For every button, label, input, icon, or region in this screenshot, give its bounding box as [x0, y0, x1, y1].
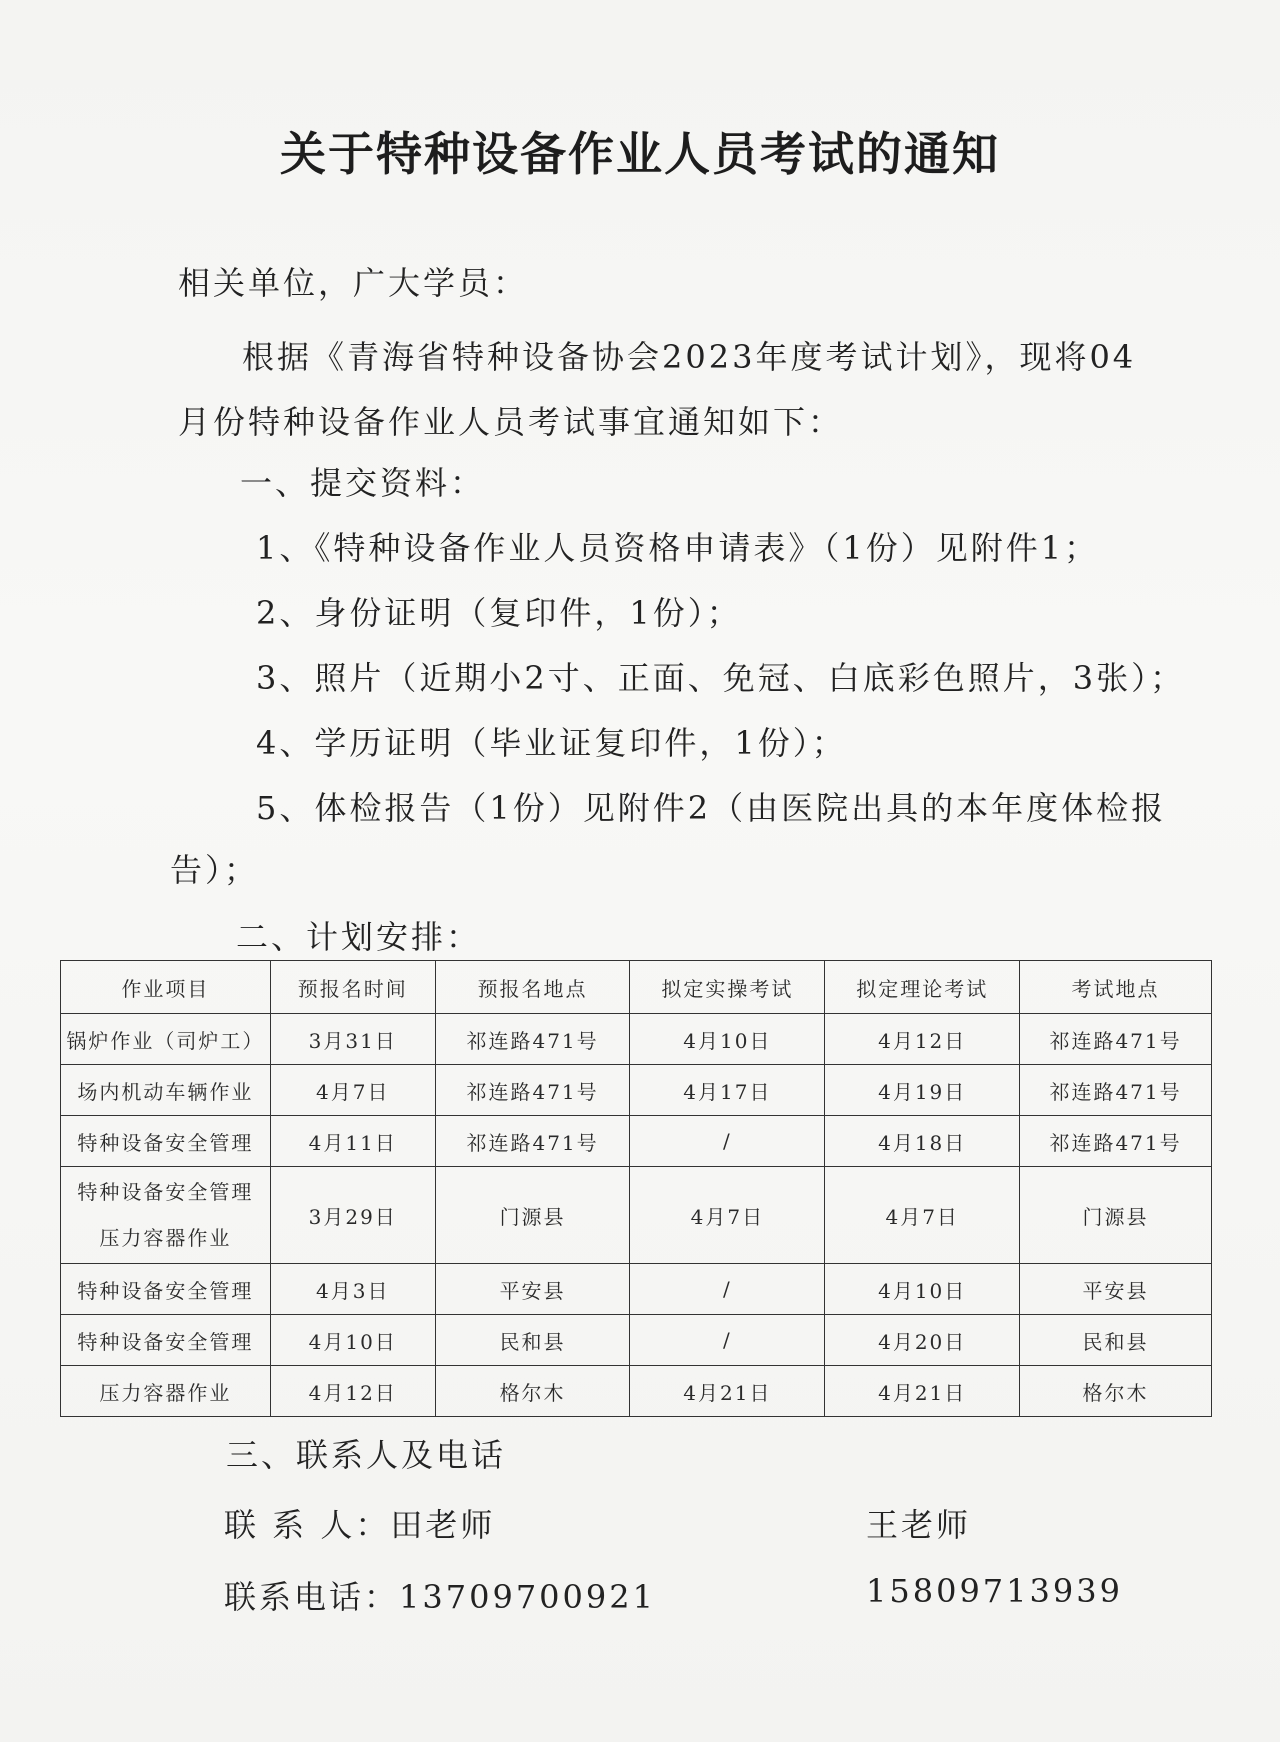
cell-practical: 4月21日: [630, 1366, 825, 1417]
cell-place: 门源县: [435, 1167, 630, 1264]
header-registration-place: 预报名地点: [435, 961, 630, 1014]
contact-persons-line: [224, 1500, 972, 1546]
cell-practical: 4月7日: [630, 1167, 825, 1264]
section-2-heading: 二、计划安排：: [236, 918, 482, 956]
cell-place: 格尔木: [435, 1366, 630, 1417]
cell-exam-place: 门源县: [1020, 1167, 1212, 1264]
cell-exam-place: 祁连路471号: [1020, 1116, 1212, 1167]
cell-project: 特种设备安全管理: [61, 1315, 271, 1366]
section-1-heading: 一、提交资料：: [240, 464, 486, 502]
header-project: 作业项目: [61, 961, 271, 1014]
cell-project: 场内机动车辆作业: [61, 1065, 271, 1116]
cell-time: 4月11日: [270, 1116, 435, 1167]
cell-project: 特种设备安全管理: [61, 1264, 271, 1315]
cell-project: 特种设备安全管理: [61, 1116, 271, 1167]
cell-place: 平安县: [435, 1264, 630, 1315]
cell-exam-place: 祁连路471号: [1020, 1065, 1212, 1116]
contact-label: 联 系 人：: [224, 1506, 391, 1544]
cell-place: 民和县: [435, 1315, 630, 1366]
salutation: 相关单位，广大学员：: [178, 264, 529, 302]
cell-time: 4月12日: [270, 1366, 435, 1417]
cell-project: 锅炉作业（司炉工）: [61, 1014, 271, 1065]
contact-name-2: 王老师: [866, 1506, 972, 1544]
table-row: [61, 1264, 1212, 1315]
cell-theory: 4月10日: [825, 1264, 1020, 1315]
cell-theory: 4月12日: [825, 1014, 1020, 1065]
table-row: [61, 1167, 1212, 1264]
material-item: 2、身份证明（复印件，1份）；: [256, 594, 742, 632]
cell-practical: 4月17日: [630, 1065, 825, 1116]
table-row: [61, 1315, 1212, 1366]
material-item: 4、学历证明（毕业证复印件，1份）；: [256, 724, 847, 762]
cell-exam-place: 祁连路471号: [1020, 1014, 1212, 1065]
cell-project-line: 压力容器作业: [99, 1226, 232, 1250]
document-title: 关于特种设备作业人员考试的通知: [280, 127, 1000, 181]
intro-line-2: 月份特种设备作业人员考试事宜通知如下：: [178, 403, 844, 441]
exam-schedule-table: [60, 960, 1212, 1417]
header-theory-exam: 拟定理论考试: [825, 961, 1020, 1014]
phone-label: 联系电话：: [224, 1578, 400, 1616]
cell-theory: 4月21日: [825, 1366, 1020, 1417]
header-registration-time: 预报名时间: [270, 961, 435, 1014]
table-row: [61, 1065, 1212, 1116]
cell-time: 3月29日: [270, 1167, 435, 1264]
cell-time: 4月3日: [270, 1264, 435, 1315]
table-row: [61, 1116, 1212, 1167]
cell-practical: /: [630, 1264, 825, 1315]
cell-place: 祁连路471号: [435, 1116, 630, 1167]
phone-number-1: 13709700921: [399, 1578, 656, 1616]
material-item: 1、《特种设备作业人员资格申请表》（1份）见附件1；: [256, 529, 1100, 567]
contact-name-1: 田老师: [390, 1506, 496, 1544]
cell-project-line: 特种设备安全管理: [77, 1180, 254, 1204]
cell-time: 4月10日: [270, 1315, 435, 1366]
header-exam-place: 考试地点: [1020, 961, 1212, 1014]
table-row: [61, 1366, 1212, 1417]
table-header-row: [61, 961, 1212, 1014]
cell-practical: /: [630, 1116, 825, 1167]
cell-time: 3月31日: [270, 1014, 435, 1065]
material-item-continuation: 告）；: [170, 851, 260, 889]
cell-exam-place: 民和县: [1020, 1315, 1212, 1366]
table-row: [61, 1014, 1212, 1065]
cell-project: 压力容器作业: [61, 1366, 271, 1417]
cell-theory: 4月18日: [825, 1116, 1020, 1167]
cell-theory: 4月20日: [825, 1315, 1020, 1366]
phone-number-2: 15809713939: [866, 1572, 1123, 1610]
cell-place: 祁连路471号: [435, 1014, 630, 1065]
cell-practical: 4月10日: [630, 1014, 825, 1065]
cell-exam-place: 格尔木: [1020, 1366, 1212, 1417]
contact-phones-line: [224, 1572, 1123, 1618]
section-3-heading: 三、联系人及电话: [226, 1436, 507, 1474]
cell-time: 4月7日: [270, 1065, 435, 1116]
cell-exam-place: 平安县: [1020, 1264, 1212, 1315]
cell-practical: /: [630, 1315, 825, 1366]
cell-theory: 4月7日: [825, 1167, 1020, 1264]
cell-theory: 4月19日: [825, 1065, 1020, 1116]
intro-line-1: 根据《青海省特种设备协会2023年度考试计划》，现将04: [242, 338, 1137, 376]
cell-place: 祁连路471号: [435, 1065, 630, 1116]
header-practical-exam: 拟定实操考试: [630, 961, 825, 1014]
cell-project: [61, 1167, 271, 1264]
material-item: 5、体检报告（1份）见附件2（由医院出具的本年度体检报: [256, 789, 1167, 827]
material-item: 3、照片（近期小2寸、正面、免冠、白底彩色照片，3张）；: [256, 659, 1186, 697]
